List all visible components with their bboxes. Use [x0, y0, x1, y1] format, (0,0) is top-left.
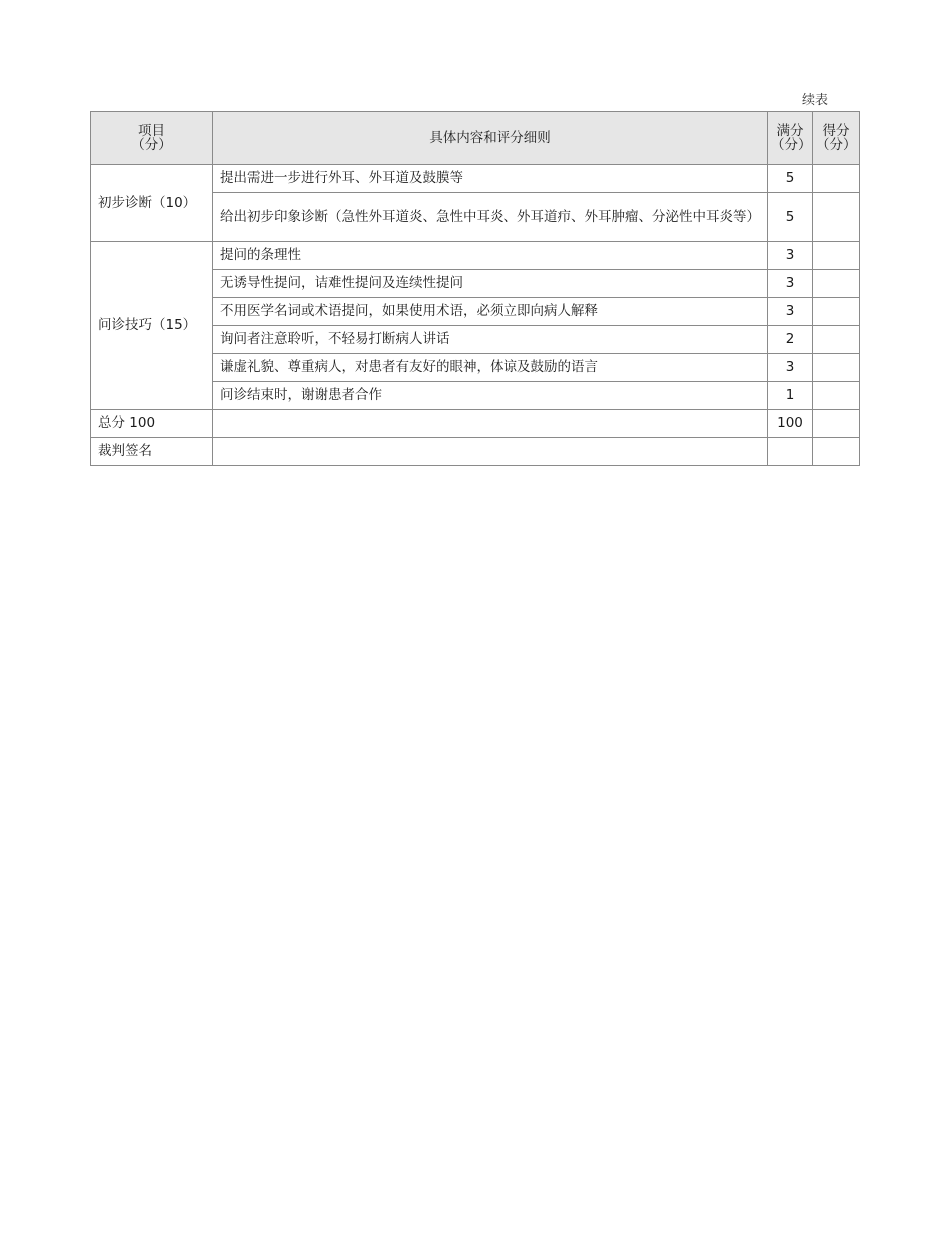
- score-cell[interactable]: [813, 165, 860, 193]
- content-cell: 谦虚礼貌、尊重病人，对患者有友好的眼神，体谅及鼓励的语言: [213, 354, 768, 382]
- total-content-cell: [213, 410, 768, 438]
- section-item-cell: 问诊技巧（15）: [91, 242, 213, 410]
- signature-field[interactable]: [213, 438, 768, 466]
- score-cell[interactable]: [813, 298, 860, 326]
- signature-score-cell: [813, 438, 860, 466]
- header-full-score: 满分 （分）: [768, 112, 813, 165]
- score-cell[interactable]: [813, 193, 860, 242]
- full-score-cell: 3: [768, 298, 813, 326]
- total-label: 总分 100: [91, 410, 213, 438]
- score-cell[interactable]: [813, 242, 860, 270]
- header-content: 具体内容和评分细则: [213, 112, 768, 165]
- full-score-cell: 5: [768, 193, 813, 242]
- score-cell[interactable]: [813, 354, 860, 382]
- content-cell: 提问的条理性: [213, 242, 768, 270]
- content-cell: 给出初步印象诊断（急性外耳道炎、急性中耳炎、外耳道疖、外耳肿瘤、分泌性中耳炎等）: [213, 193, 768, 242]
- continued-label: 续表: [802, 93, 829, 108]
- content-cell: 无诱导性提问，诘难性提问及连续性提问: [213, 270, 768, 298]
- full-score-cell: 2: [768, 326, 813, 354]
- header-score: 得分 （分）: [813, 112, 860, 165]
- section-item-cell: 初步诊断（10）: [91, 165, 213, 242]
- signature-row: [91, 438, 860, 466]
- header-row: [91, 112, 860, 165]
- table-row: [91, 242, 860, 270]
- content-cell: 问诊结束时，谢谢患者合作: [213, 382, 768, 410]
- content-cell: 不用医学名词或术语提问，如果使用术语，必须立即向病人解释: [213, 298, 768, 326]
- score-cell[interactable]: [813, 382, 860, 410]
- total-score-cell[interactable]: [813, 410, 860, 438]
- content-cell: 询问者注意聆听，不轻易打断病人讲话: [213, 326, 768, 354]
- score-cell[interactable]: [813, 270, 860, 298]
- signature-label: 裁判签名: [91, 438, 213, 466]
- header-item: 项目 （分）: [91, 112, 213, 165]
- total-row: [91, 410, 860, 438]
- scoring-table: [90, 111, 860, 466]
- full-score-cell: 3: [768, 354, 813, 382]
- full-score-cell: 5: [768, 165, 813, 193]
- table-row: [91, 165, 860, 193]
- full-score-cell: 3: [768, 242, 813, 270]
- score-cell[interactable]: [813, 326, 860, 354]
- content-cell: 提出需进一步进行外耳、外耳道及鼓膜等: [213, 165, 768, 193]
- full-score-cell: 1: [768, 382, 813, 410]
- full-score-cell: 3: [768, 270, 813, 298]
- total-full-score: 100: [768, 410, 813, 438]
- signature-full-cell: [768, 438, 813, 466]
